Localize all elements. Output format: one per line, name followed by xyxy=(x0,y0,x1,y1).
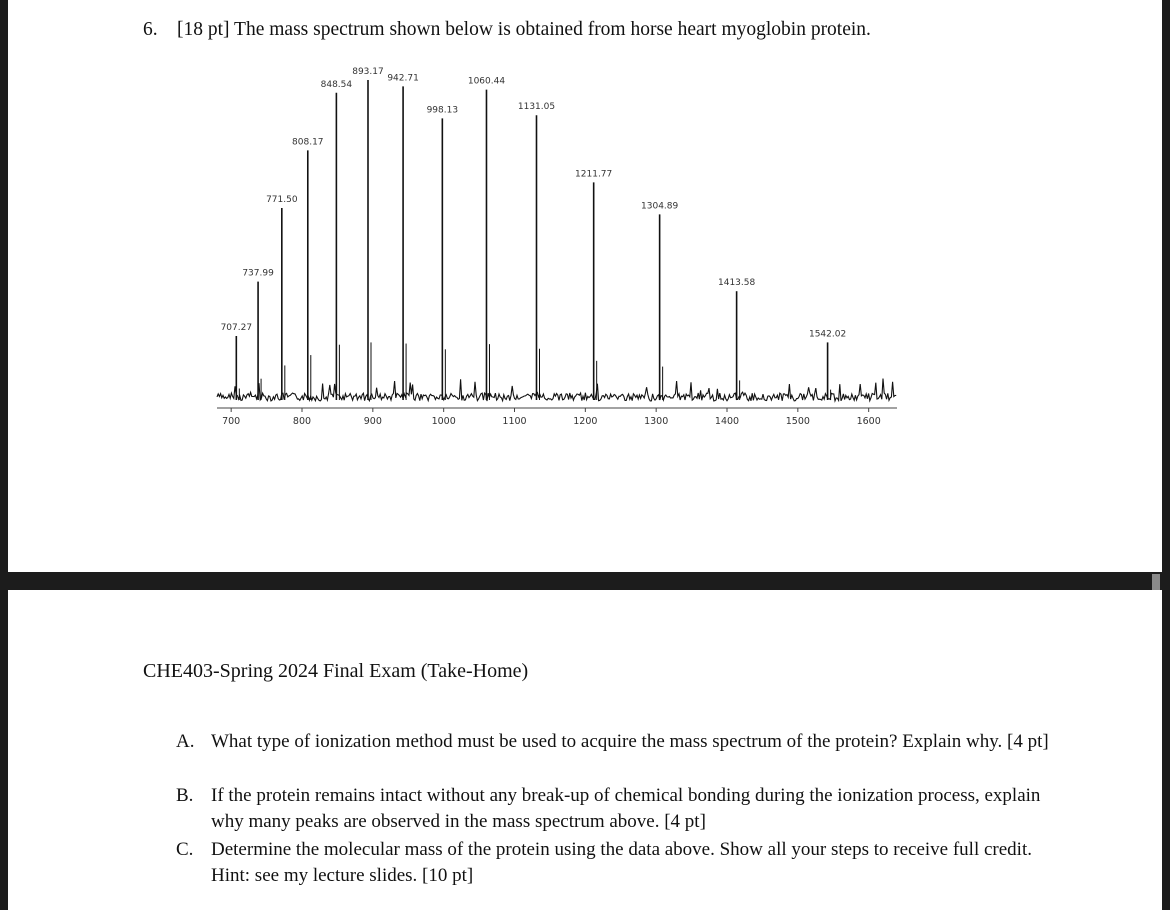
viewer-edge-left xyxy=(0,0,8,572)
viewer-edge-left-lower xyxy=(0,590,8,910)
scrollbar-thumb[interactable] xyxy=(1152,574,1160,590)
peak-label: 808.17 xyxy=(292,137,324,148)
question-b-letter: B. xyxy=(176,785,194,806)
question-title xyxy=(143,19,871,41)
peak-label: 893.17 xyxy=(352,67,384,77)
question-b xyxy=(176,783,1066,835)
peak-label: 737.99 xyxy=(242,268,274,279)
question-title-text: [18 pt] The mass spectrum shown below is obtained from horse heart myoglobin protein. xyxy=(177,19,871,40)
x-tick-label: 700 xyxy=(222,416,241,427)
question-number: 6. xyxy=(143,19,158,40)
peak-label: 1131.05 xyxy=(517,102,556,113)
peak-label: 707.27 xyxy=(220,323,253,333)
mass-spectrum-chart xyxy=(200,60,900,440)
peak-label: 848.54 xyxy=(320,79,353,90)
viewer-edge-right-lower xyxy=(1162,590,1170,910)
peak-label: 1060.44 xyxy=(467,76,506,87)
peak-label: 1413.58 xyxy=(718,278,756,289)
peak-label: 1304.89 xyxy=(641,201,679,212)
exam-header: CHE403-Spring 2024 Final Exam (Take-Home) xyxy=(143,660,529,682)
viewer-edge-right xyxy=(1162,0,1170,572)
peak-label: 1211.77 xyxy=(575,169,613,180)
x-tick-label: 900 xyxy=(363,416,382,427)
page-divider xyxy=(0,572,1170,590)
question-a-letter: A. xyxy=(176,731,195,752)
question-b-text: If the protein remains intact without any break-up of chemical bonding during the ionization process, explain why many peaks are observed in the mass spectrum above. [4 pt] xyxy=(211,785,1041,832)
x-tick-label: 1600 xyxy=(856,416,881,427)
peak-label: 1542.02 xyxy=(808,329,847,340)
question-c-text: Determine the molecular mass of the protein using the data above. Show all your steps to receive full credit. Hint: see my lecture slides. [10 pt] xyxy=(211,839,1032,886)
peak-label: 998.13 xyxy=(426,105,459,116)
x-tick-label: 1000 xyxy=(431,416,456,427)
question-c xyxy=(176,837,1066,889)
x-tick-label: 1200 xyxy=(573,416,598,427)
x-tick-label: 1400 xyxy=(714,416,740,427)
x-tick-label: 1100 xyxy=(502,416,527,427)
x-tick-label: 1500 xyxy=(785,416,810,427)
question-c-letter: C. xyxy=(176,839,194,860)
question-a xyxy=(176,729,1066,755)
peak-label: 771.50 xyxy=(266,195,298,205)
question-a-text: What type of ionization method must be used to acquire the mass spectrum of the protein? Explain why. [4 pt] xyxy=(211,731,1049,752)
peak-label: 942.71 xyxy=(387,73,419,84)
x-tick-label: 1300 xyxy=(644,416,669,427)
spectrum-baseline-trace xyxy=(217,379,896,402)
x-tick-label: 800 xyxy=(292,416,312,427)
